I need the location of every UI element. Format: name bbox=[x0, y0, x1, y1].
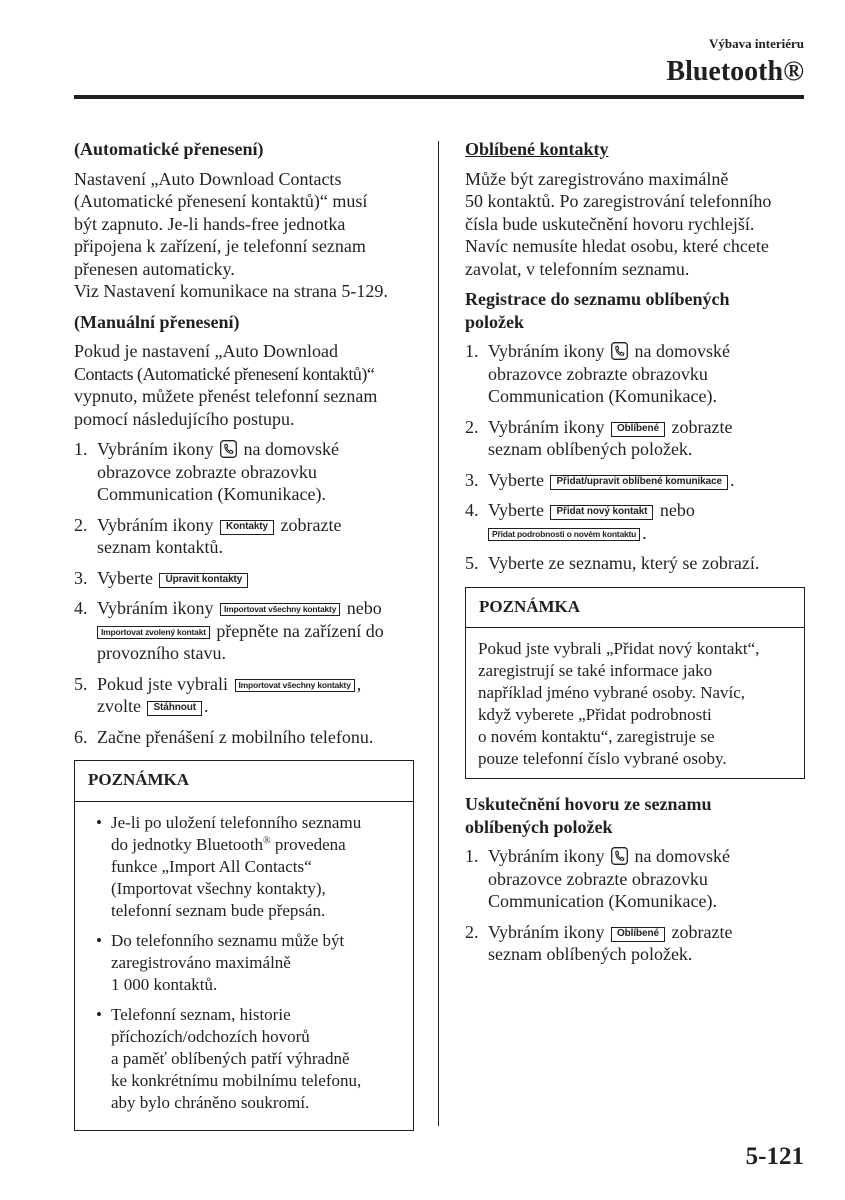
edit-contacts-button: Upravit kontakty bbox=[159, 573, 248, 588]
call-from-favorites-heading: Uskutečnění hovoru ze seznamu oblíbených položek bbox=[465, 794, 712, 837]
left-column bbox=[74, 138, 414, 1145]
favorites-button: Oblíbené bbox=[611, 927, 665, 942]
phone-icon bbox=[220, 440, 237, 458]
header-rule bbox=[74, 95, 804, 99]
page-title: Bluetooth® bbox=[666, 56, 804, 87]
list-item: 2. Vybráním ikony Kontakty zobrazte seznam kontaktů. bbox=[74, 514, 342, 557]
manual-transfer-text: Pokud je nastavení „Auto Download Contacts (Automatické přenesení kontaktů)“ vypnuto, můžete přenést telefonní seznam pomocí následujícího postupu. bbox=[74, 341, 378, 429]
list-item: 4. Vyberte Přidat nový kontakt nebo Přidat podrobnosti o novém kontaktu . bbox=[465, 500, 695, 543]
note-box bbox=[465, 587, 805, 780]
list-item: 1. Vybráním ikony na domovské obrazovce zobrazte obrazovku Communication (Komunikace). bbox=[74, 439, 339, 504]
import-all-contacts-button: Importovat všechny kontakty bbox=[220, 603, 340, 616]
manual-transfer-steps bbox=[74, 438, 414, 748]
list-item: 3. Vyberte Přidat/upravit oblíbené komunikace . bbox=[465, 469, 735, 490]
list-item: 1. Vybráním ikony na domovské obrazovce zobrazte obrazovku Communication (Komunikace). bbox=[465, 846, 730, 911]
add-contact-details-button: Přidat podrobnosti o novém kontaktu bbox=[488, 528, 640, 541]
list-item: 5. Pokud jste vybrali Importovat všechny kontakty , zvolte Stáhnout . bbox=[74, 673, 362, 716]
register-favorites-heading: Registrace do seznamu oblíbených položek bbox=[465, 289, 730, 332]
note-title: POZNÁMKA bbox=[466, 588, 804, 629]
contacts-button: Kontakty bbox=[220, 520, 274, 535]
page-number: 5-121 bbox=[745, 1143, 804, 1170]
favorites-button: Oblíbené bbox=[611, 422, 665, 437]
list-item: • Do telefonního seznamu může být zaregistrováno maximálně 1 000 kontaktů. bbox=[96, 930, 345, 994]
right-column bbox=[465, 138, 805, 974]
list-item: 6. Začne přenášení z mobilního telefonu. bbox=[74, 726, 374, 747]
list-item: 4. Vybráním ikony Importovat všechny kontakty nebo Importovat zvolený kontakt přepněte na zařízení do provozního stavu. bbox=[74, 598, 384, 663]
download-button: Stáhnout bbox=[147, 701, 202, 716]
list-item: 3. Vyberte Upravit kontakty bbox=[74, 567, 414, 590]
list-item: • Je-li po uložení telefonního seznamu do jednotky Bluetooth® provedena funkce „Import All Contacts“ (Importovat všechny kontakty), telefonní seznam bude přepsán. bbox=[96, 812, 362, 920]
list-item: 2. Vybráním ikony Oblíbené zobrazte seznam oblíbených položek. bbox=[465, 921, 733, 964]
note-title: POZNÁMKA bbox=[75, 761, 413, 802]
list-item: 5. Vyberte ze seznamu, který se zobrazí. bbox=[465, 553, 760, 573]
settings-reference: Viz Nastavení komunikace na strana 5-129. bbox=[74, 281, 388, 301]
note-box bbox=[74, 760, 414, 1131]
list-item: 1. Vybráním ikony na domovské obrazovce zobrazte obrazovku Communication (Komunikace). bbox=[465, 341, 730, 406]
auto-transfer-heading: (Automatické přenesení) bbox=[74, 139, 264, 159]
section-title: Výbava interiéru bbox=[709, 36, 804, 51]
list-item: • Telefonní seznam, historie příchozích/odchozích hovorů a paměť oblíbených patří výhradně ke konkrétnímu mobilnímu telefonu, aby bylo chráněno soukromí. bbox=[96, 1004, 362, 1112]
add-new-contact-button: Přidat nový kontakt bbox=[550, 505, 653, 520]
manual-transfer-heading: (Manuální přenesení) bbox=[74, 311, 240, 332]
column-divider bbox=[438, 141, 439, 1126]
favorite-contacts-heading: Oblíbené kontakty bbox=[465, 139, 609, 159]
call-from-favorites-steps bbox=[465, 845, 805, 966]
note-body bbox=[75, 802, 413, 1130]
phone-icon bbox=[611, 847, 628, 865]
add-edit-favorites-button: Přidat/upravit oblíbené komunikace bbox=[550, 475, 728, 490]
favorite-contacts-text: Může být zaregistrováno maximálně 50 kontaktů. Po zaregistrování telefonního čísla bude uskutečnění hovoru rychlejší. Navíc nemusíte hledat osobu, které chcete zavolat, v telefonním seznamu. bbox=[465, 168, 772, 279]
auto-transfer-text: Nastavení „Auto Download Contacts (Automatické přenesení kontaktů)“ musí být zapnuto. Je-li hands-free jednotka připojena k zařízení, je telefonní seznam přenesen automaticky. Viz Nastavení komunikace na strana 5-129. bbox=[74, 168, 388, 301]
register-favorites-steps bbox=[465, 340, 805, 575]
note-body: Pokud jste vybrali „Přidat nový kontakt“, zaregistrují se také informace jako například jméno vybrané osoby. Navíc, když vyberete „Přidat podrobnosti o novém kontaktu“, zaregistruje se pouze telefonní číslo vybrané osoby. bbox=[478, 639, 760, 768]
list-item: 2. Vybráním ikony Oblíbené zobrazte seznam oblíbených položek. bbox=[465, 416, 733, 459]
import-all-contacts-button: Importovat všechny kontakty bbox=[235, 679, 355, 692]
import-selected-contact-button: Importovat zvolený kontakt bbox=[97, 626, 210, 639]
phone-icon bbox=[611, 342, 628, 360]
